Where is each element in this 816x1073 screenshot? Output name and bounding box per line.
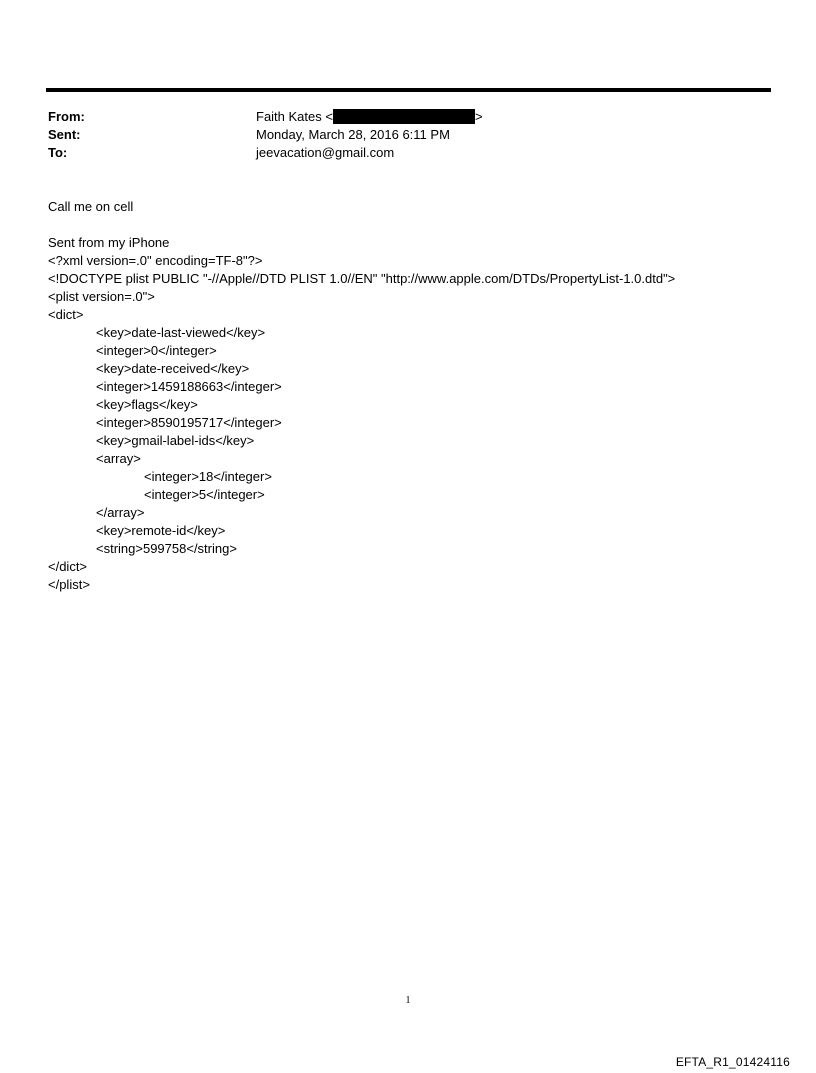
header-rule	[46, 88, 771, 92]
body-line: <!DOCTYPE plist PUBLIC "-//Apple//DTD PLIST 1.0//EN" "http://www.apple.com/DTDs/PropertyList-1.0.dtd">	[48, 271, 676, 286]
blank-line	[48, 216, 788, 234]
body-line: </plist>	[48, 577, 90, 592]
body-line: <integer>0</integer>	[96, 343, 217, 358]
redaction-block	[333, 109, 475, 124]
body-line: <key>date-received</key>	[96, 361, 250, 376]
body-line: <key>flags</key>	[96, 397, 198, 412]
body-line: <string>599758</string>	[96, 541, 237, 556]
body-line: <key>remote-id</key>	[96, 523, 226, 538]
body-line: <integer>8590195717</integer>	[96, 415, 282, 430]
body-line: <plist version=.0">	[48, 289, 155, 304]
from-value	[256, 108, 483, 126]
email-body	[48, 198, 788, 594]
from-suffix: >	[474, 109, 483, 124]
body-line: </dict>	[48, 559, 88, 574]
to-label: To:	[48, 145, 68, 160]
body-line: </array>	[96, 505, 145, 520]
body-line: <integer>18</integer>	[144, 469, 272, 484]
body-line: Call me on cell	[48, 199, 134, 214]
from-label: From:	[48, 109, 85, 124]
body-line: <integer>1459188663</integer>	[96, 379, 282, 394]
from-name: Faith Kates <	[256, 109, 333, 124]
body-line: <dict>	[48, 307, 84, 322]
body-line: Sent from my iPhone	[48, 235, 170, 250]
body-line: <?xml version=.0" encoding=TF-8"?>	[48, 253, 263, 268]
document-id: EFTA_R1_01424116	[675, 1055, 790, 1069]
sent-value: Monday, March 28, 2016 6:11 PM	[256, 127, 450, 142]
sent-label: Sent:	[48, 127, 81, 142]
body-line: <key>date-last-viewed</key>	[96, 325, 266, 340]
body-line: <integer>5</integer>	[144, 487, 265, 502]
to-value: jeevacation@gmail.com	[256, 145, 395, 160]
body-line: <array>	[96, 451, 141, 466]
body-line: <key>gmail-label-ids</key>	[96, 433, 255, 448]
page-number: 1	[405, 995, 411, 1006]
